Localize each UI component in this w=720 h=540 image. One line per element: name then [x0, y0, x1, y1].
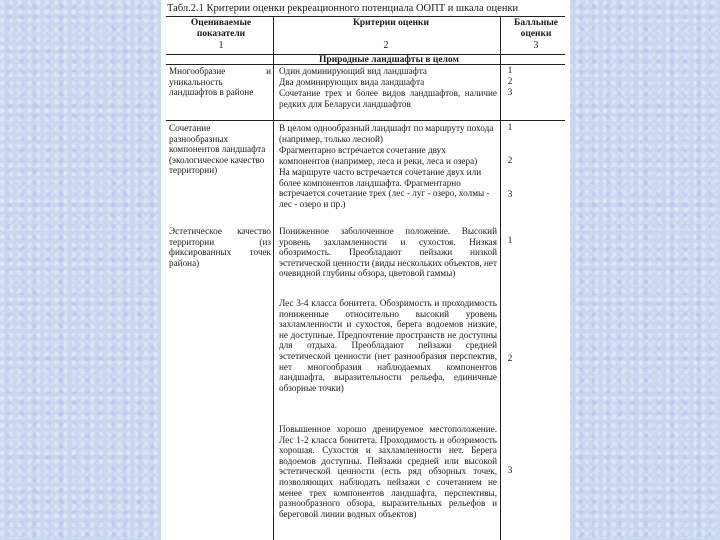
section-title: Природные ландшафты в целом	[319, 55, 459, 65]
criterion-2-2: Фрагментарно встречается сочетание двух компонентов (например, леса и реки, леса и озера)	[279, 145, 478, 166]
score-2-3: 3	[507, 190, 513, 200]
score-1-3: 3	[507, 88, 513, 98]
row1-bottom-border	[166, 120, 565, 121]
score-3-2: 2	[507, 354, 513, 364]
score-3-3: 3	[507, 466, 513, 476]
indicator-landscape-components: Сочетание разнообразных компонентов ландшафта (экологическое качество территории)	[169, 123, 266, 176]
col-number-2: 2	[383, 40, 389, 51]
criterion-3-1: Пониженное заболоченное положение. Высокий уровень захламленности и сухостоя. Низкая обозримость. Преобладают пейзажи низкой эстетической ценности (виды нескольких объектов, нет очевидной глубины обзора, цветовой гаммы)	[279, 226, 497, 279]
criterion-1-3: Сочетание трех и более видов ландшафтов, наличие редких для Беларуси ландшафтов	[279, 88, 497, 109]
header-indicators: Оцениваемые показатели	[190, 18, 252, 39]
score-1-1: 1	[507, 66, 513, 76]
score-2-1: 1	[507, 123, 513, 133]
col-number-1: 1	[218, 40, 224, 51]
criterion-2-3: На маршруте часто встречается сочетание двух или более компонентов ландшафта. Фрагментарно встречается сочетание трех (лес - луг - озеро, холмы - лес - озеро и пр.)	[279, 167, 490, 209]
col-number-3: 3	[533, 40, 539, 51]
indicator-aesthetic-quality: Эстетическое качество территории (из фиксированных точек района)	[169, 226, 271, 268]
header-scores: Балльные оценки	[514, 18, 558, 39]
score-1-2: 2	[507, 77, 513, 87]
score-3-1: 1	[507, 236, 513, 246]
table-top-border	[166, 16, 565, 17]
score-2-2: 2	[507, 156, 513, 166]
col-divider-2	[500, 16, 501, 540]
criterion-1-2: Два доминирующих вида ландшафта	[279, 77, 425, 87]
col-divider-1	[273, 16, 274, 540]
document-page	[161, 0, 570, 540]
indicator-landscape-diversity: Многообразие и уникальность ландшафтов в районе	[169, 66, 271, 98]
table-caption: Табл.2.1 Критерии оценки рекреационного потенциала ООПТ и шкала оценки	[167, 3, 519, 14]
criterion-3-3: Повышенное хорошо дренируемое местоположение. Лес 1-2 класса бонитета. Проходимость и обозримость хорошая. Сухостоя и захламленности нет. Берега водоемов доступны. Пейзажи средней или высокой эстетической ценности (есть ряд обзорных точек, позволяющих наблюдать пейзажи с сочетанием не менее трех компонентов ландшафта, перспективы, разнообразного обзора, выразительных рельефов и береговой линии водных объектов)	[279, 424, 497, 519]
criterion-2-1: В целом однообразный ландшафт по маршруту похода (например, только лесной)	[279, 123, 494, 144]
criterion-3-2: Лес 3-4 класса бонитета. Обозримость и проходимость пониженные относительно высокий уровень захламленности и сухостоя, берега водоемов низкие, не доступные. Предпочтение пространств не доступны для отдыха. Преобладают пейзажи средней эстетической ценности (нет разнообразия перспектив, нет многообразия наблюдаемых компонентов ландшафта, выразительности рельефа, единичные обзорные точки)	[279, 298, 497, 393]
header-criteria: Критерии оценки	[353, 18, 429, 28]
criterion-1-1: Один доминирующий вид ландшафта	[279, 66, 427, 76]
